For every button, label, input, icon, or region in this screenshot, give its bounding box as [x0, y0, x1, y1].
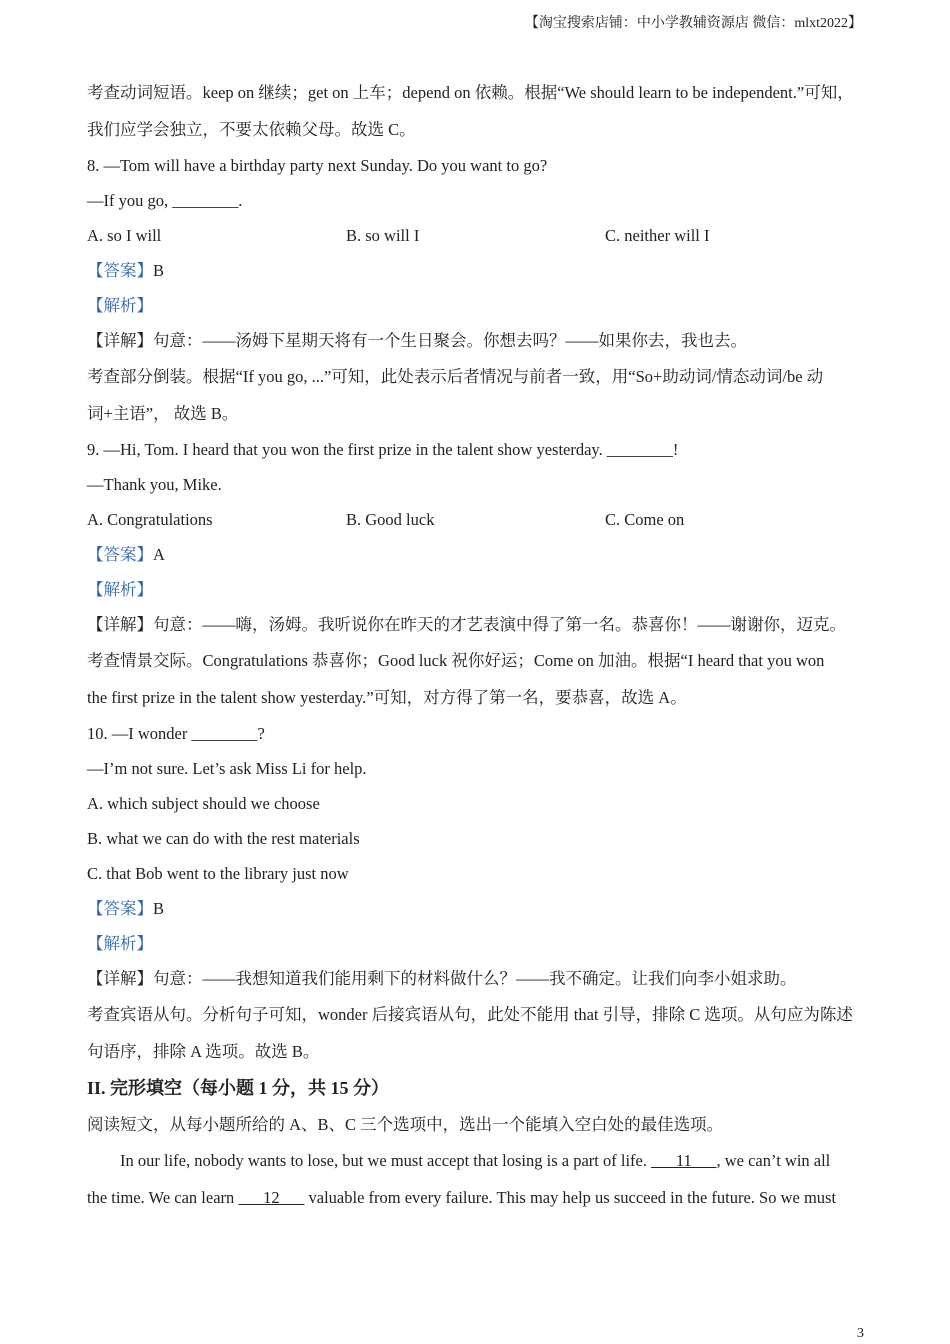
q10-option-c: C. that Bob went to the library just now	[87, 864, 349, 883]
passage-text: the time. We can learn	[87, 1188, 239, 1207]
passage-text: , we can’t win all	[716, 1151, 831, 1170]
document-body	[87, 74, 865, 1216]
passage-line-1	[87, 1142, 865, 1179]
q10-stem: 10. —I wonder ________?	[87, 724, 265, 743]
q8-option-c: C. neither will I	[605, 226, 710, 245]
q10-explanation-1: 考查宾语从句。分析句子可知，wonder 后接宾语从句，此处不能用 that 引导，排除 C 选项。从句应为陈述	[87, 1005, 853, 1024]
passage-text: In our life, nobody wants to lose, but we must accept that losing is a part of life.	[120, 1151, 652, 1170]
section-instruction: 阅读短文，从每小题所给的 A、B、C 三个选项中，选出一个能填入空白处的最佳选项。	[87, 1115, 724, 1134]
q8-option-b: B. so will I	[346, 226, 420, 245]
q10-analysis-label: 【解析】	[87, 934, 153, 953]
q9-stem: 9. —Hi, Tom. I heard that you won the first prize in the talent show yesterday. ________!	[87, 440, 679, 459]
q10-detail: 【详解】句意：——我想知道我们能用剩下的材料做什么？——我不确定。让我们向李小姐求助。	[87, 969, 797, 988]
q9-answer	[87, 537, 865, 572]
q9-analysis-label: 【解析】	[87, 580, 153, 599]
q9-explanation-2: the first prize in the talent show yesterday.”可知，对方得了第一名，要恭喜，故选 A。	[87, 688, 687, 707]
answer-label: 【答案】	[87, 545, 153, 564]
q8-option-a: A. so I will	[87, 226, 162, 245]
q9-explanation-1: 考查情景交际。Congratulations 恭喜你；Good luck 祝你好运；Come on 加油。根据“I heard that you won	[87, 651, 825, 670]
intro-line-1: 考查动词短语。keep on 继续；get on 上车；depend on 依赖。根据“We should learn to be independent.”可知，	[87, 83, 854, 102]
q9-option-a: A. Congratulations	[87, 510, 213, 529]
q8-stem: 8. —Tom will have a birthday party next Sunday. Do you want to go?	[87, 156, 548, 175]
blank-12: 12	[238, 1188, 305, 1207]
q9-detail: 【详解】句意：——嗨，汤姆。我听说你在昨天的才艺表演中得了第一名。恭喜你！——谢谢你，迈克。	[87, 615, 846, 634]
page-number: 3	[857, 1326, 864, 1341]
q10-answer	[87, 891, 865, 926]
q9-answer-value: A	[153, 545, 165, 564]
q10-explanation-2: 句语序，排除 A 选项。故选 B。	[87, 1042, 320, 1061]
q8-stem-reply: —If you go, ________.	[87, 191, 243, 210]
q8-options	[87, 218, 865, 253]
blank-11: 11	[651, 1151, 717, 1170]
q8-explanation-1: 考查部分倒装。根据“If you go, ...”可知，此处表示后者情况与前者一致，用“So+助动词/情态动词/be 动	[87, 367, 824, 386]
q10-stem-reply: —I’m not sure. Let’s ask Miss Li for help.	[87, 759, 367, 778]
intro-line-2: 我们应学会独立，不要太依赖父母。故选 C。	[87, 120, 416, 139]
q8-detail: 【详解】句意：——汤姆下星期天将有一个生日聚会。你想去吗？——如果你去，我也去。	[87, 331, 747, 350]
q9-option-c: C. Come on	[605, 510, 685, 529]
q10-option-a: A. which subject should we choose	[87, 794, 320, 813]
q8-answer	[87, 253, 865, 288]
answer-label: 【答案】	[87, 261, 153, 280]
q9-option-b: B. Good luck	[346, 510, 435, 529]
q8-analysis-label: 【解析】	[87, 296, 153, 315]
q8-answer-value: B	[153, 261, 165, 280]
q9-options	[87, 502, 865, 537]
page-header: 【淘宝搜索店铺：中小学教辅资源店 微信：mlxt2022】	[524, 16, 862, 31]
passage-text: valuable from every failure. This may help us succeed in the future. So we must	[304, 1188, 837, 1207]
passage-line-2	[87, 1179, 865, 1216]
q10-answer-value: B	[153, 899, 165, 918]
q8-explanation-2: 词+主语”， 故选 B。	[87, 404, 239, 423]
q10-option-b: B. what we can do with the rest materials	[87, 829, 360, 848]
answer-label: 【答案】	[87, 899, 153, 918]
section-title: II. 完形填空（每小题 1 分，共 15 分）	[87, 1078, 390, 1098]
q9-stem-reply: —Thank you, Mike.	[87, 475, 222, 494]
